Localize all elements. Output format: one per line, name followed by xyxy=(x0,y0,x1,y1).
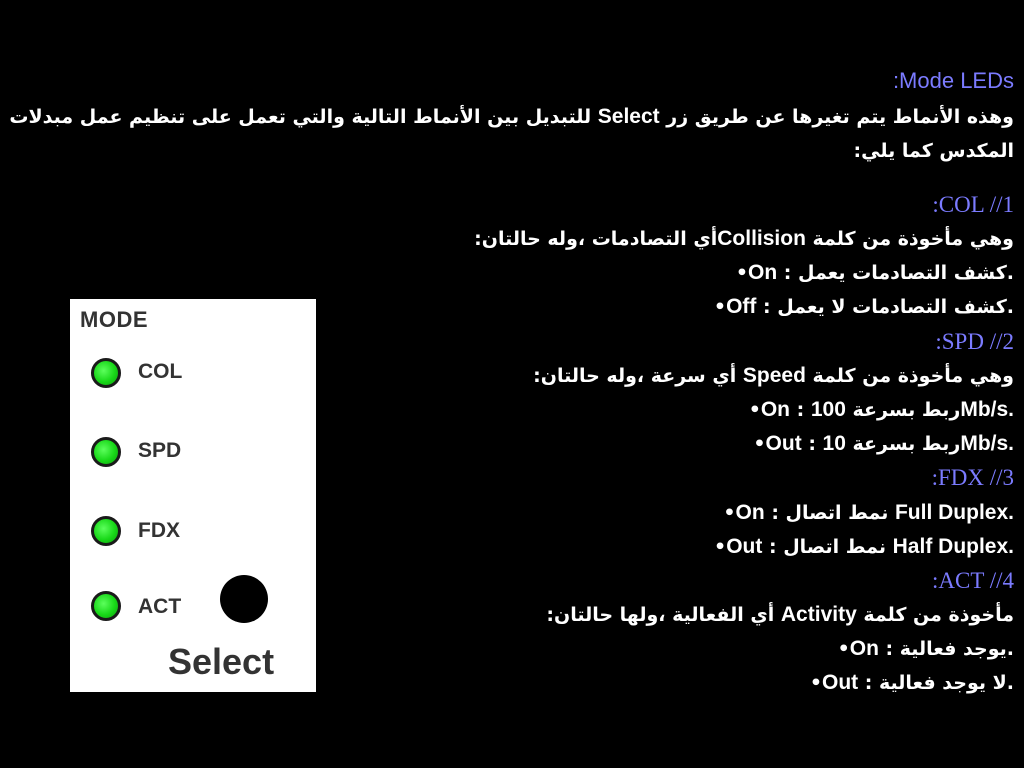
col-on-bullet: • xyxy=(735,262,748,284)
spd-desc-a: وهي مأخوذة من كلمة xyxy=(805,365,1014,387)
fdx-out-value: Half Duplex. xyxy=(892,535,1014,558)
spd-on-text: : ربط بسرعة xyxy=(790,399,961,421)
fdx-out-word: Out xyxy=(726,535,763,558)
col-desc-b: أي التصادمات ،وله حالتان: xyxy=(474,228,718,250)
act-on-word: On xyxy=(849,637,879,660)
fdx-on-value: Full Duplex. xyxy=(894,501,1014,524)
led-label-col: COL xyxy=(138,360,183,383)
intro-line-2: المكدس كما يلي: xyxy=(853,140,1014,162)
col-description xyxy=(14,222,1014,256)
led-label-fdx: FDX xyxy=(138,519,180,542)
spd-on-bullet: • xyxy=(748,399,761,421)
col-on-text: : كشف التصادمات يعمل. xyxy=(777,262,1014,284)
led-label-spd: SPD xyxy=(138,439,182,462)
intro-select-word: Select xyxy=(597,105,660,128)
act-out-word: Out xyxy=(821,671,859,694)
fdx-on-word: On xyxy=(735,501,765,524)
col-desc-a: وهي مأخوذة من كلمة xyxy=(805,228,1014,250)
act-out-text: : لا يوجد فعالية. xyxy=(858,672,1014,694)
spd-out-word: Out xyxy=(765,432,802,455)
col-led-icon xyxy=(91,358,121,388)
fdx-heading: :FDX //3 xyxy=(931,465,1014,490)
spd-on-value: 100Mb/s. xyxy=(810,398,1014,421)
act-on-bullet: • xyxy=(837,638,850,660)
spd-desc-b: أي سرعة ،وله حالتان: xyxy=(533,365,743,387)
fdx-on-bullet: • xyxy=(723,502,736,524)
intro-text-b: للتبديل بين الأنماط التالية والتي تعمل على تنظيم عمل مبدلات xyxy=(9,106,598,128)
act-heading: :ACT //4 xyxy=(931,568,1014,593)
act-desc-word: Activity xyxy=(780,603,857,626)
intro-text-a: وهذه الأنماط يتم تغيرها عن طريق زر xyxy=(659,106,1014,128)
col-off-bullet: • xyxy=(713,296,727,318)
col-on-word: On xyxy=(747,261,778,284)
spd-desc-word: Speed xyxy=(742,364,806,387)
act-on-text: : يوجد فعالية. xyxy=(878,638,1014,660)
col-off-text: : كشف التصادمات لا يعمل. xyxy=(756,296,1014,318)
heading-mode-leds: :Mode LEDs xyxy=(892,68,1014,93)
panel-title: MODE xyxy=(80,307,148,332)
fdx-on-text: : نمط اتصال xyxy=(764,502,895,524)
col-heading: :COL //1 xyxy=(932,192,1014,217)
act-led-icon xyxy=(91,591,121,621)
led-label-act: ACT xyxy=(138,595,182,618)
col-desc-word: Collision xyxy=(717,227,806,250)
col-on-item xyxy=(14,256,1014,290)
spd-heading: :SPD //2 xyxy=(935,329,1014,354)
select-label: Select xyxy=(168,641,275,682)
act-desc-b: أي الفعالية ،ولها حالتان: xyxy=(546,604,781,626)
intro-line-1 xyxy=(9,100,1014,134)
act-out-bullet: • xyxy=(809,672,822,694)
mode-led-panel xyxy=(70,299,316,692)
spd-led-icon xyxy=(91,437,121,467)
col-off-word: Off xyxy=(726,295,757,318)
spd-out-bullet: • xyxy=(753,433,766,455)
select-button[interactable] xyxy=(220,575,268,623)
spd-out-text: : ربط بسرعة xyxy=(801,433,961,455)
spd-on-word: On xyxy=(760,398,791,421)
fdx-led-icon xyxy=(91,516,121,546)
spd-out-value: 10Mb/s. xyxy=(822,432,1014,455)
fdx-out-bullet: • xyxy=(714,536,727,558)
act-desc-a: مأخوذة من كلمة xyxy=(856,604,1014,626)
fdx-out-text: : نمط اتصال xyxy=(762,536,893,558)
